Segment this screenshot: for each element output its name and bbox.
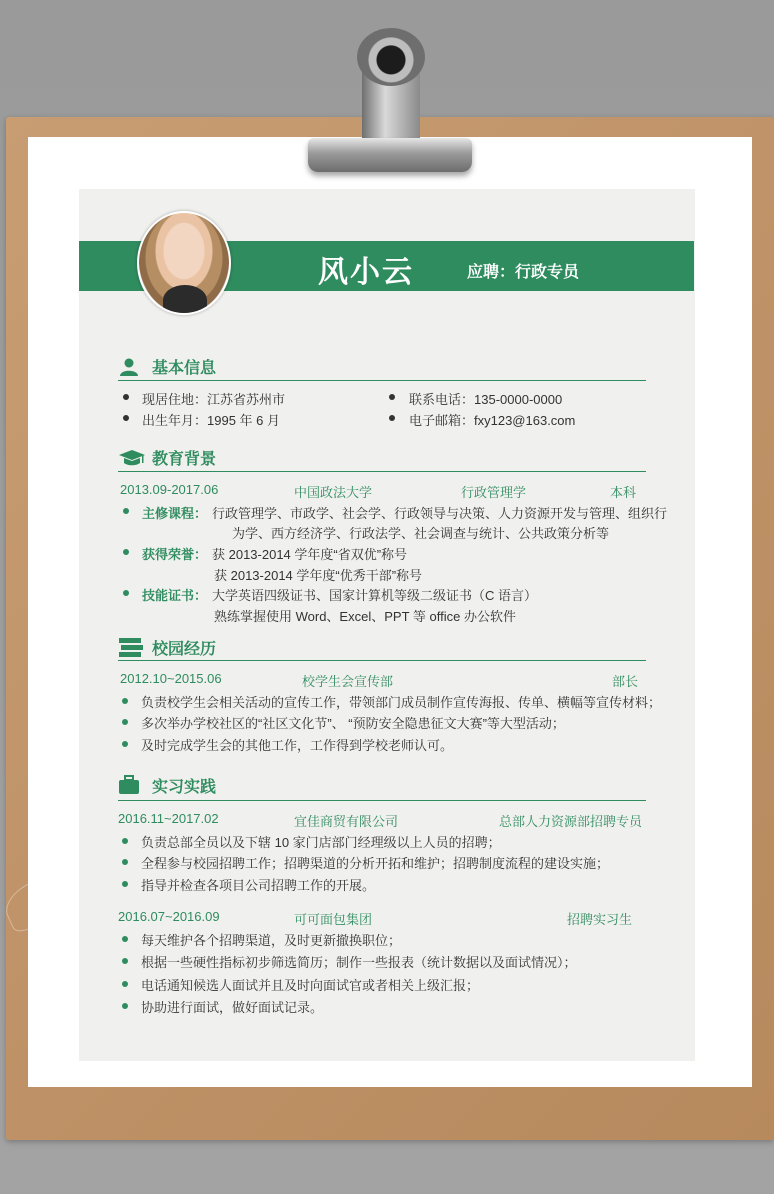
job-item: 指导并检查各项目公司招聘工作的开展。	[141, 878, 376, 893]
job-item: 负责总部全员以及下辖 10 家门店部门经理级以上人员的招聘；	[141, 835, 501, 850]
bullet	[122, 859, 128, 865]
birth-text: 出生年月：1995 年 6 月	[142, 413, 280, 428]
job-company: 可可面包集团	[294, 912, 373, 927]
applied-position: 应聘：行政专员	[467, 264, 580, 281]
avatar	[137, 211, 231, 315]
job-item: 电话通知候选人面试并且及时向面试官或者相关上级汇报；	[141, 978, 480, 993]
section-title-education	[118, 446, 216, 469]
job-period: 2016.11~2017.02	[118, 811, 219, 826]
clip-ring	[357, 28, 425, 86]
section-divider	[118, 800, 646, 801]
candidate-name: 风小云	[318, 255, 414, 290]
section-title-education-label: 教育背景	[152, 451, 217, 468]
person-icon	[118, 358, 140, 376]
job-item: 全程参与校园招聘工作；招聘渠道的分析开拓和维护；招聘制度流程的建设实施；	[141, 856, 610, 871]
bullet	[122, 719, 128, 725]
section-title-campus	[118, 636, 216, 659]
section-title-basic-label: 基本信息	[152, 360, 217, 377]
bullet	[122, 881, 128, 887]
bullet	[122, 936, 128, 942]
campus-role: 部长	[612, 674, 639, 689]
job-item: 协助进行面试，做好面试记录。	[141, 1000, 324, 1015]
education-major: 行政管理学	[461, 485, 527, 500]
bullet	[122, 958, 128, 964]
courses-line-1: 行政管理学、市政学、社会学、行政领导与决策、人力资源开发与管理、组织行	[212, 506, 668, 521]
books-icon	[118, 637, 140, 655]
bullet	[122, 981, 128, 987]
section-title-basic	[118, 355, 216, 378]
bullet	[123, 590, 129, 596]
bullet	[123, 549, 129, 555]
section-title-intern-label: 实习实践	[152, 779, 217, 796]
campus-period: 2012.10~2015.06	[120, 671, 222, 686]
bullet	[122, 838, 128, 844]
bullet	[122, 698, 128, 704]
campus-item: 负责校学生会相关活动的宣传工作，带领部门成员制作宣传海报、传单、横幅等宣传材料；	[141, 695, 662, 710]
education-school: 中国政法大学	[294, 485, 373, 500]
job-period: 2016.07~2016.09	[118, 909, 220, 924]
bullet	[123, 508, 129, 514]
section-title-campus-label: 校园经历	[152, 641, 217, 658]
courses-line-2: 为学、西方经济学、行政法学、社会调查与统计、公共政策分析等	[232, 526, 610, 541]
certs-line-1: 大学英语四级证书、国家计算机等级二级证书（C 语言）	[212, 588, 538, 603]
section-divider	[118, 380, 646, 381]
education-degree: 本科	[610, 485, 637, 500]
bullet	[389, 415, 395, 421]
courses-label: 主修课程：	[142, 506, 208, 521]
bullet	[123, 415, 129, 421]
bullet	[122, 741, 128, 747]
job-role: 招聘实习生	[567, 912, 633, 927]
campus-item: 及时完成学生会的其他工作，工作得到学校老师认可。	[141, 738, 454, 753]
honors-line-2: 获 2013-2014 学年度“优秀干部”称号	[214, 568, 423, 583]
campus-org: 校学生会宣传部	[302, 674, 394, 689]
bullet	[389, 394, 395, 400]
campus-item: 多次举办学校社区的“社区文化节”、 “预防安全隐患征文大赛”等大型活动；	[141, 716, 565, 731]
job-item: 每天维护各个招聘渠道，及时更新撤换职位；	[141, 933, 402, 948]
section-divider	[118, 471, 646, 472]
bullet	[122, 1003, 128, 1009]
job-company: 宜佳商贸有限公司	[294, 814, 399, 829]
honors-line-1: 获 2013-2014 学年度“省双优”称号	[212, 547, 408, 562]
job-role: 总部人力资源部招聘专员	[499, 814, 643, 829]
education-period: 2013.09-2017.06	[120, 482, 219, 497]
address-text: 现居住地：江苏省苏州市	[142, 392, 286, 407]
certs-line-2: 熟练掌握使用 Word、Excel、PPT 等 office 办公软件	[214, 609, 516, 624]
bullet	[123, 394, 129, 400]
email-text: 电子邮箱：fxy123@163.com	[409, 413, 576, 428]
job-item: 根据一些硬性指标初步筛选简历；制作一些报表（统计数据以及面试情况）；	[141, 955, 577, 970]
section-divider	[118, 660, 646, 661]
briefcase-icon	[118, 775, 140, 793]
clip-jaw	[308, 138, 472, 172]
phone-text: 联系电话：135-0000-0000	[409, 392, 563, 407]
section-title-intern	[118, 774, 216, 797]
honors-label: 获得荣誉：	[142, 547, 208, 562]
certs-label: 技能证书：	[142, 588, 208, 603]
graduation-cap-icon	[118, 449, 140, 467]
